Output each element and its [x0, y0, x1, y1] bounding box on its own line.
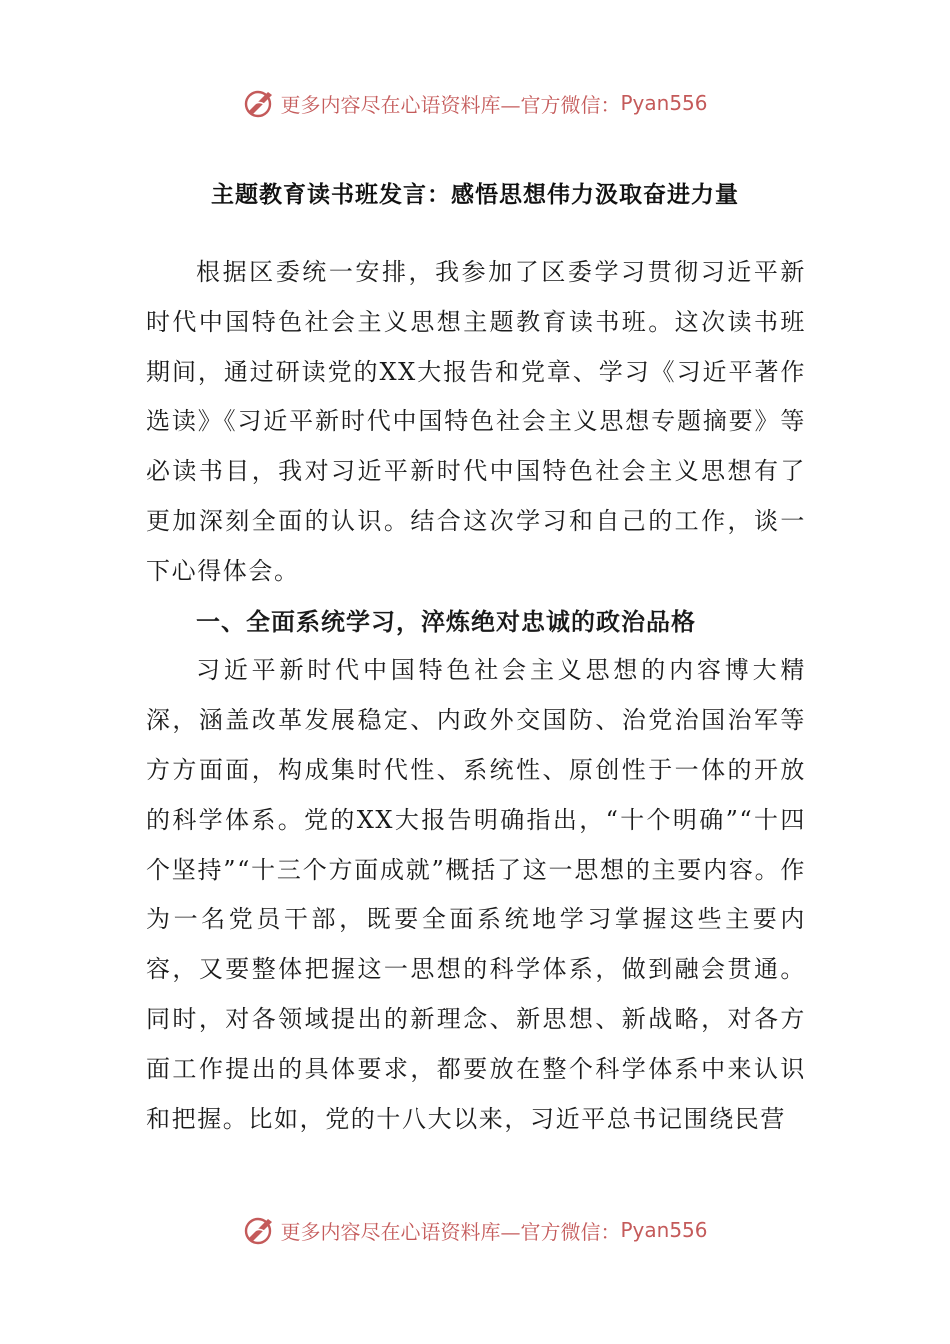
- paragraph-section-1: 习近平新时代中国特色社会主义思想的内容博大精深，涵盖改革发展稳定、内政外交国防、治党治国治军等方方面面，构成集时代性、系统性、原创性于一体的开放的科学体系。党的XX大报告明确指出，“十个明确”“十四个坚持”“十三个方面成就”概括了这一思想的主要内容。作为一名党员干部，既要全面系统地学习掌握这些主要内容，又要整体把握这一思想的科学体系，做到融会贯通。同时，对各领域提出的新理念、新思想、新战略，对各方面工作提出的具体要求，都要放在整个科学体系中来认识和把握。比如，党的十八大以来，习近平总书记围绕民营: [146, 656, 806, 1133]
- document-title: 主题教育读书班发言：感悟思想伟力汲取奋进力量: [211, 181, 739, 208]
- banner-wechat-id: Pyan556: [620, 1218, 708, 1242]
- paragraph-intro: 根据区委统一安排，我参加了区委学习贯彻习近平新时代中国特色社会主义思想主题教育读书班。这次读书班期间，通过研读党的XX大报告和党章、学习《习近平著作选读》《习近平新时代中国特色社会主义思想专题摘要》等必读书目，我对习近平新时代中国特色社会主义思想有了更加深刻全面的认识。结合这次学习和自己的工作，谈一下心得体会。: [146, 258, 806, 585]
- pen-logo-icon: [242, 86, 276, 120]
- document-body: [146, 248, 806, 1144]
- footer-watermark-banner: [0, 1210, 950, 1250]
- banner-text: 更多内容尽在心语资料库—官方微信：: [280, 92, 621, 117]
- banner-wechat-id: Pyan556: [620, 91, 708, 115]
- banner-text: 更多内容尽在心语资料库—官方微信：: [280, 1219, 621, 1244]
- header-watermark-banner: [0, 83, 950, 123]
- section-heading-1: 一、全面系统学习，淬炼绝对忠诚的政治品格: [196, 606, 696, 636]
- pen-logo-icon: [242, 1213, 276, 1247]
